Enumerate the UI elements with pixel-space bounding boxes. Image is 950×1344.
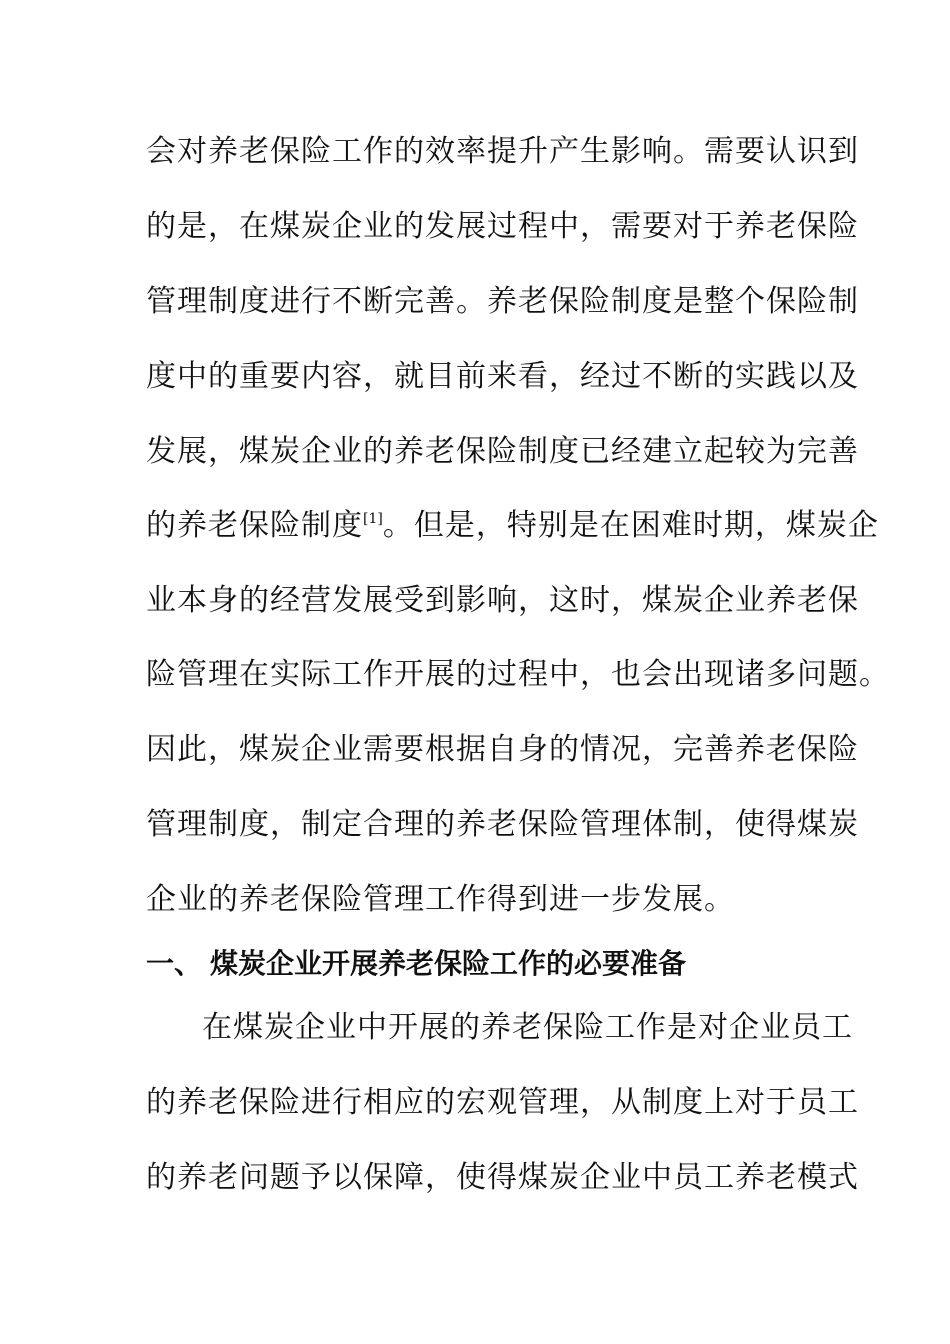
citation-reference[interactable]: [1] bbox=[363, 511, 383, 527]
section-heading bbox=[146, 944, 846, 984]
paragraph-line: 业本身的经营发展受到影响，这时，煤炭企业养老保 bbox=[146, 583, 859, 618]
citation-after-text: 。但是，特别是在困难时期，煤炭企 bbox=[382, 508, 879, 543]
citation-before-text: 的养老保险制度 bbox=[146, 508, 363, 543]
paragraph-line: 管理制度，制定合理的养老保险管理体制，使得煤炭 bbox=[146, 807, 859, 842]
paragraph-line: 的是，在煤炭企业的发展过程中，需要对于养老保险 bbox=[146, 209, 859, 244]
paragraph-line: 险管理在实际工作开展的过程中，也会出现诸多问题。 bbox=[146, 657, 890, 692]
section-title: 煤炭企业开展养老保险工作的必要准备 bbox=[210, 947, 687, 980]
paragraph-line: 发展，煤炭企业的养老保险制度已经建立起较为完善 bbox=[146, 434, 859, 469]
paragraph-line-with-citation bbox=[146, 506, 879, 546]
paragraph-line: 管理制度进行不断完善。养老保险制度是整个保险制 bbox=[146, 284, 859, 319]
paragraph-line: 因此，煤炭企业需要根据自身的情况，完善养老保险 bbox=[146, 732, 859, 767]
paragraph-line: 会对养老保险工作的效率提升产生影响。需要认识到 bbox=[146, 134, 859, 169]
paragraph-line: 度中的重要内容，就目前来看，经过不断的实践以及 bbox=[146, 359, 859, 394]
paragraph-line: 企业的养老保险管理工作得到进一步发展。 bbox=[146, 882, 735, 917]
section-number: 一、 bbox=[146, 947, 203, 980]
paragraph-line: 的养老保险进行相应的宏观管理，从制度上对于员工 bbox=[146, 1085, 859, 1120]
paragraph-line: 在煤炭企业中开展的养老保险工作是对企业员工 bbox=[202, 1010, 853, 1045]
paragraph-line: 的养老问题予以保障，使得煤炭企业中员工养老模式 bbox=[146, 1160, 859, 1195]
